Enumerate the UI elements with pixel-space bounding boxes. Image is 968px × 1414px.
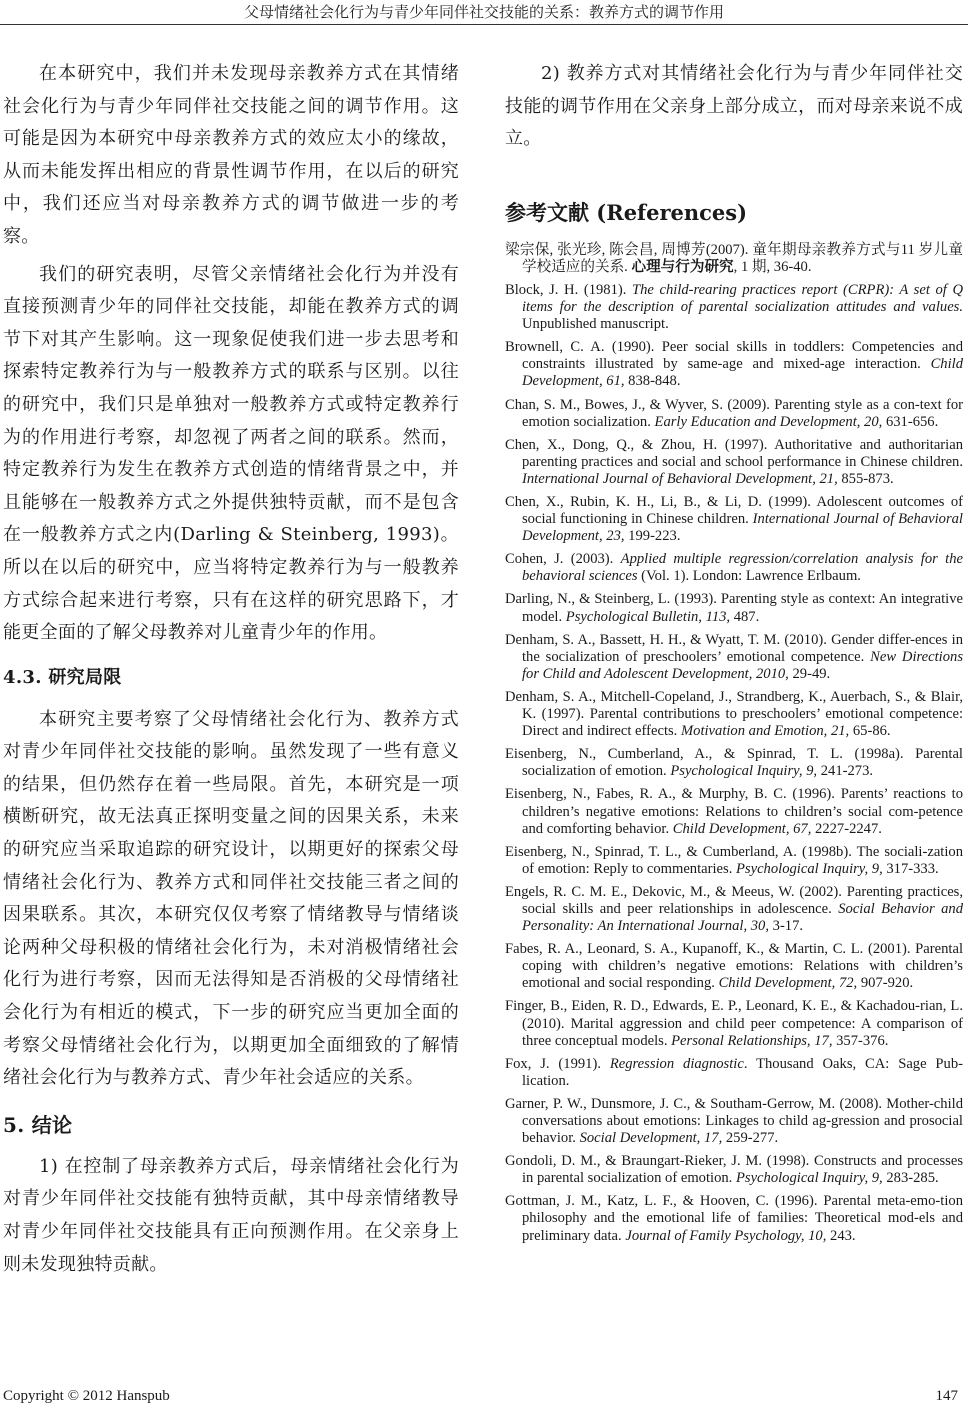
reference-pages: 283-285. — [882, 1170, 939, 1187]
reference-source: Applied multiple regression/correlation analysis for the behavioral sciences — [522, 551, 963, 585]
reference-pages: 317-333. — [882, 860, 939, 877]
reference-authors: Denham, S. A., Bassett, H. H., & Wyatt, T. M. (2010). Gender differ-ences in the socialization of preschoolers’ emotional competence. — [505, 631, 963, 665]
reference-list — [505, 242, 963, 1245]
reference-pages: 259-277. — [722, 1130, 779, 1147]
reference-source: New Directions for Child and Adolescent Development, 2010, — [522, 648, 963, 682]
reference-pages: 3-17. — [769, 918, 804, 935]
reference-pages: Unpublished manuscript. — [522, 316, 669, 333]
reference-authors: Fabes, R. A., Leonard, S. A., Kupanoff, K., & Martin, C. L. (2001). Parental coping with children’s negative emotions: Relations with children’s emotional and social responding. — [505, 941, 963, 992]
reference-source: The child-rearing practices report (CRPR): A set of Q items for the description of parental socialization attitudes and values. — [522, 281, 963, 316]
reference-source: Early Education and Development, 20, — [654, 413, 883, 430]
reference-entry — [505, 1056, 963, 1090]
reference-pages: 487. — [730, 608, 760, 625]
footer — [0, 1384, 968, 1414]
reference-source: International Journal of Behavioral Development, 21, — [522, 470, 838, 487]
reference-pages: (Vol. 1). London: Lawrence Erlbaum. — [637, 568, 861, 585]
reference-authors: Chen, X., Rubin, K. H., Li, B., & Li, D. (1999). Adolescent outcomes of social functioning in Chinese children. — [505, 494, 963, 528]
reference-pages: . Thousand Oaks, CA: Sage Pub-lication. — [522, 1055, 964, 1089]
reference-entry — [505, 591, 963, 625]
reference-authors: Chen, X., Dong, Q., & Zhou, H. (1997). Authoritative and authoritarian parenting practices and social and school performance in Chinese children. — [505, 436, 963, 470]
header-rule — [0, 24, 968, 25]
reference-entry — [505, 941, 963, 992]
reference-pages: 855-873. — [837, 470, 894, 487]
reference-authors: Finger, B., Eiden, R. D., Edwards, E. P., Leonard, K. E., & Kachadou-rian, L. (2010). Marital aggression and child peer competence: A comparison of three conceptual models. — [505, 998, 963, 1049]
reference-source: Personal Relationships, 17, — [671, 1032, 833, 1049]
reference-authors: Chan, S. M., Bowes, J., & Wyver, S. (2009). Parenting style as a con-text for emotion socialization. — [505, 396, 963, 430]
reference-entry — [505, 884, 963, 935]
section-heading-4-3: 4.3. 研究局限 — [3, 666, 122, 688]
reference-authors: Darling, N., & Steinberg, L. (1993). Parenting style as context: An integrative model. — [505, 591, 963, 625]
reference-source: 心理与行为研究 — [631, 258, 734, 275]
reference-authors: Denham, S. A., Mitchell-Copeland, J., Strandberg, K., Auerbach, S., & Blair, K. (1997). Parental contributions to preschoolers’ emotional competence: Direct and indirect effects. — [505, 688, 963, 740]
reference-entry — [505, 437, 963, 488]
reference-entry — [505, 397, 963, 431]
reference-entry — [505, 844, 963, 878]
reference-authors: Eisenberg, N., Fabes, R. A., & Murphy, B. C. (1996). Parents’ reactions to children’s negative emotions: Relations to children’s social com-petence and comforting behavior. — [505, 786, 963, 837]
reference-source: Child Development, 67, — [672, 820, 812, 837]
reference-source: Psychological Bulletin, 113, — [565, 608, 731, 625]
reference-source: Regression diagnostic — [609, 1055, 744, 1072]
reference-entry — [505, 746, 963, 780]
reference-authors: Gondoli, D. M., & Braungart-Rieker, J. M. (1998). Constructs and processes in parental socialization of emotion. — [505, 1153, 963, 1187]
reference-authors: Garner, P. W., Dunsmore, J. C., & Southam-Gerrow, M. (2008). Mother-child conversations about emotions: Linkages to child ag-gression and prosocial behavior. — [505, 1095, 963, 1147]
reference-authors: Eisenberg, N., Cumberland, A., & Spinrad, T. L. (1998a). Parental socialization of emotion. — [505, 746, 963, 780]
reference-authors: 梁宗保, 张光珍, 陈会昌, 周博芳(2007). 童年期母亲教养方式与11 岁儿童学校适应的关系. — [505, 241, 963, 275]
reference-entry — [505, 1193, 963, 1244]
reference-authors: Fox, J. (1991). — [505, 1055, 610, 1072]
reference-entry — [505, 786, 963, 837]
reference-source: Social Development, 17, — [579, 1130, 723, 1147]
left-column — [3, 58, 459, 1286]
reference-pages: , 1 期, 36-40. — [733, 258, 812, 275]
reference-pages: 29-49. — [788, 665, 831, 682]
reference-pages: 631-656. — [882, 413, 939, 430]
reference-authors: Gottman, J. M., Katz, L. F., & Hooven, C. (1996). Parental meta-emo-tion philosophy and the emotional life of families: Theoretical mod-els and preliminary data. — [505, 1193, 963, 1244]
reference-source: Child Development, 61, — [522, 356, 963, 390]
reference-entry — [505, 242, 963, 276]
paragraph: 我们的研究表明，尽管父亲情绪社会化行为并没有直接预测青少年的同伴社交技能，却能在教养方式的调节下对其产生影响。这一现象促使我们进一步去思考和探索特定教养行为与一般教养方式的联系与区别。以往的研究中，我们只是单独对一般教养方式或特定教养行为的作用进行考察，却忽视了两者之间的联系。然而，特定教养行为发生在教养方式创造的情绪背景之中，并且能够在一般教养方式之外提供独特贡献，而不是包含在一般教养方式之内(Darling & Steinberg, 1993)。所以在以后的研究中，应当将特定教养行为与一般教养方式综合起来进行考察，只有在这样的研究思路下，才能更全面的了解父母教养对儿童青少年的作用。 — [3, 263, 459, 644]
references-title: 参考文献 (References) — [505, 199, 748, 225]
reference-authors: Engels, R. C. M. E., Dekovic, M., & Meeus, W. (2002). Parenting practices, social skills and peer relationships in adolescence. — [505, 883, 963, 917]
reference-authors: Cohen, J. (2003). — [505, 551, 621, 568]
page-number: 147 — [935, 1388, 958, 1404]
right-column — [505, 58, 963, 1251]
running-header — [0, 0, 968, 26]
reference-entry — [505, 282, 963, 333]
running-title: 父母情绪社会化行为与青少年同伴社交技能的关系：教养方式的调节作用 — [243, 3, 724, 21]
reference-entry — [505, 339, 963, 390]
reference-source: Psychological Inquiry, 9, — [735, 1170, 883, 1187]
reference-pages: 907-920. — [857, 975, 914, 992]
reference-source: Psychological Inquiry, 9, — [736, 860, 883, 877]
reference-entry — [505, 1153, 963, 1187]
reference-entry — [505, 1096, 963, 1147]
paragraph: 在本研究中，我们并未发现母亲教养方式在其情绪社会化行为与青少年同伴社交技能之间的调节作用。这可能是因为本研究中母亲教养方式的效应太小的缘故，从而未能发挥出相应的背景性调节作用，在以后的研究中，我们还应当对母亲教养方式的调节做进一步的考察。 — [3, 63, 459, 247]
reference-authors: Brownell, C. A. (1990). Peer social skills in toddlers: Competencies and constraints illustrated by same-age and mixed-age interaction. — [505, 339, 963, 373]
reference-entry — [505, 494, 963, 545]
reference-source: Motivation and Emotion, 21, — [680, 723, 850, 740]
reference-source: Psychological Inquiry, 9, — [670, 763, 818, 780]
reference-pages: 65-86. — [849, 723, 891, 740]
copyright-notice: Copyright © 2012 Hanspub — [3, 1388, 170, 1404]
reference-source: International Journal of Behavioral Development, 23, — [522, 511, 963, 545]
reference-entry — [505, 998, 963, 1049]
reference-pages: 241-273. — [817, 763, 874, 780]
paragraph: 1) 在控制了母亲教养方式后，母亲情绪社会化行为对青少年同伴社交技能有独特贡献，其中母亲情绪教导对青少年同伴社交技能具有正向预测作用。在父亲身上则未发现独特贡献。 — [3, 1155, 459, 1275]
reference-pages: 2227-2247. — [811, 820, 882, 837]
reference-pages: 838-848. — [624, 373, 681, 390]
reference-source: Journal of Family Psychology, 10, — [625, 1227, 827, 1244]
section-heading-5: 5. 结论 — [3, 1112, 73, 1137]
reference-authors: Block, J. H. (1981). — [505, 281, 632, 298]
reference-entry — [505, 632, 963, 683]
reference-entry — [505, 551, 963, 585]
paragraph: 2) 教养方式对其情绪社会化行为与青少年同伴社交技能的调节作用在父亲身上部分成立，而对母亲来说不成立。 — [505, 63, 963, 150]
reference-authors: Eisenberg, N., Spinrad, T. L., & Cumberland, A. (1998b). The sociali-zation of emotion: Reply to commentaries. — [505, 843, 963, 877]
reference-pages: 199-223. — [624, 528, 681, 545]
reference-source: Social Behavior and Personality: An International Journal, 30, — [522, 900, 963, 935]
paragraph: 本研究主要考察了父母情绪社会化行为、教养方式对青少年同伴社交技能的影响。虽然发现了一些有意义的结果，但仍然存在着一些局限。首先，本研究是一项横断研究，故无法真正探明变量之间的因果关系，未来的研究应当采取追踪的研究设计，以期更好的探索父母情绪社会化行为、教养方式和同伴社交技能三者之间的因果联系。其次，本研究仅仅考察了情绪教导与情绪谈论两种父母积极的情绪社会化行为，未对消极情绪社会化行为进行考察，因而无法得知是否消极的父母情绪社会化行为有相近的模式，下一步的研究应当更加全面的考察父母情绪社会化行为，以期更加全面细致的了解情绪社会化行为与教养方式、青少年社会适应的关系。 — [3, 708, 459, 1089]
reference-source: Child Development, 72, — [718, 975, 858, 992]
reference-pages: 243. — [826, 1227, 856, 1244]
reference-pages: 357-376. — [832, 1032, 889, 1049]
reference-entry — [505, 689, 963, 740]
